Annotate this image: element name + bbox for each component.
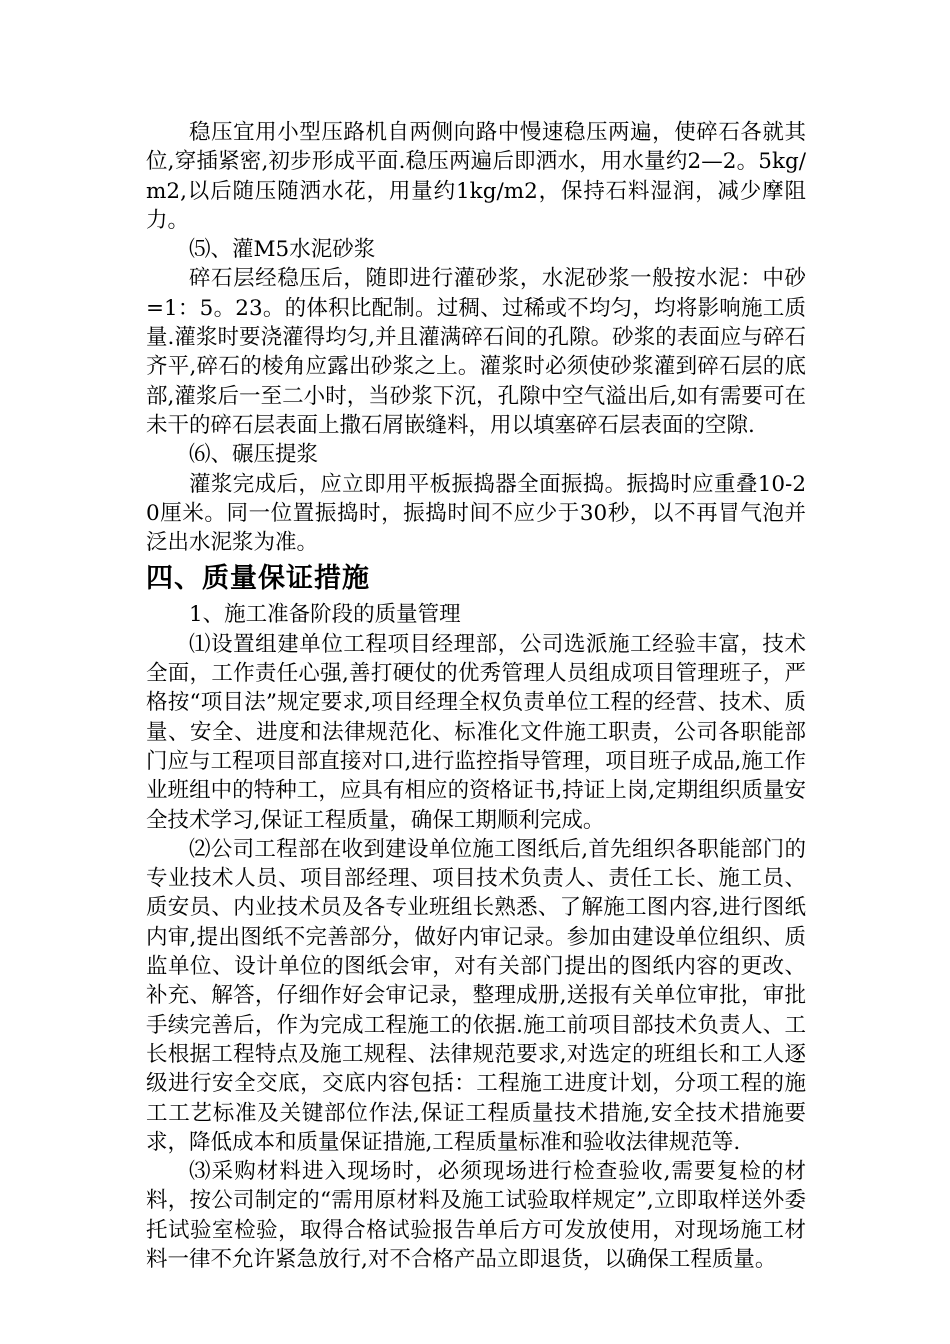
paragraph-grouting: 碎石层经稳压后，随即进行灌砂浆，水泥砂浆一般按水泥：中砂=1：5。23。的体积比配制。过稠、过稀或不均匀，均将影响施工质量.灌浆时要浇灌得均匀,并且灌满碎石间的孔隙。砂浆的表面应与碎石齐平,碎石的棱角应露出砂浆之上。灌浆时必须使砂浆灌到碎石层的底部,灌浆后一至二小时，当砂浆下沉，孔隙中空气溢出后,如有需要可在未干的碎石层表面上撒石屑嵌缝料，用以填塞碎石层表面的空隙. — [146, 266, 806, 438]
paragraph-item-3: ⑶采购材料进入现场时，必须现场进行检查验收,需要复检的材料，按公司制定的“需用原材料及施工试验取样规定”,立即取样送外委托试验室检验，取得合格试验报告单后方可发放使用，对现场施工材料一律不允许紧急放行,对不合格产品立即退货，以确保工程质量。 — [146, 1159, 806, 1272]
paragraph-compaction: 灌浆完成后，应立即用平板振捣器全面振捣。振捣时应重叠10-20厘米。同一位置振捣时，振捣时间不应少于30秒，以不再冒气泡并泛出水泥浆为准。 — [146, 471, 806, 556]
paragraph-item-1: ⑴设置组建单位工程项目经理部，公司选派施工经验丰富，技术全面，工作责任心强,善打硬仗的优秀管理人员组成项目管理班子，严格按“项目法”规定要求,项目经理全权负责单位工程的经营、技术、质量、安全、进度和法律规范化、标准化文件施工职责，公司各职能部门应与工程项目部直接对口,进行监控指导管理，项目班子成品,施工作业班组中的特种工，应具有相应的资格证书,持证上岗,定期组织质量安全技术学习,保证工程质量，确保工期顺利完成。 — [146, 631, 806, 833]
subheading-compaction: ⑹、碾压提浆 — [189, 442, 319, 468]
paragraph-rolling: 稳压宜用小型压路机自两侧向路中慢速稳压两遍，使碎石各就其位,穿插紧密,初步形成平面.稳压两遍后即洒水，用水量约2—2。5kg/m2,以后随压随洒水花，用量约1kg/m2，保持石料湿润，减少摩阻力。 — [146, 120, 806, 233]
subheading-grouting: ⑸、灌M5水泥砂浆 — [189, 237, 376, 263]
document-body — [146, 118, 806, 1274]
section-heading-quality: 四、质量保证措施 — [146, 563, 370, 595]
paragraph-item-2: ⑵公司工程部在收到建设单位施工图纸后,首先组织各职能部门的专业技术人员、项目部经理、项目技术负责人、责任工长、施工员、质安员、内业技术员及各专业班组长熟悉、了解施工图内容,进行图纸内审,提出图纸不完善部分，做好内审记录。参加由建设单位组织、质监单位、设计单位的图纸会审，对有关部门提出的图纸内容的更改、补充、解答，仔细作好会审记录，整理成册,送报有关单位审批，审批手续完善后，作为完成工程施工的依据.施工前项目部技术负责人、工长根据工程特点及施工规程、法律规范要求,对选定的班组长和工人逐级进行安全交底，交底内容包括：工程施工进度计划，分项工程的施工工艺标准及关键部位作法,保证工程质量技术措施,安全技术措施要求，降低成本和质量保证措施,工程质量标准和验收法律规范等. — [146, 836, 806, 1155]
subheading-preparation: 1、施工准备阶段的质量管理 — [189, 602, 461, 628]
